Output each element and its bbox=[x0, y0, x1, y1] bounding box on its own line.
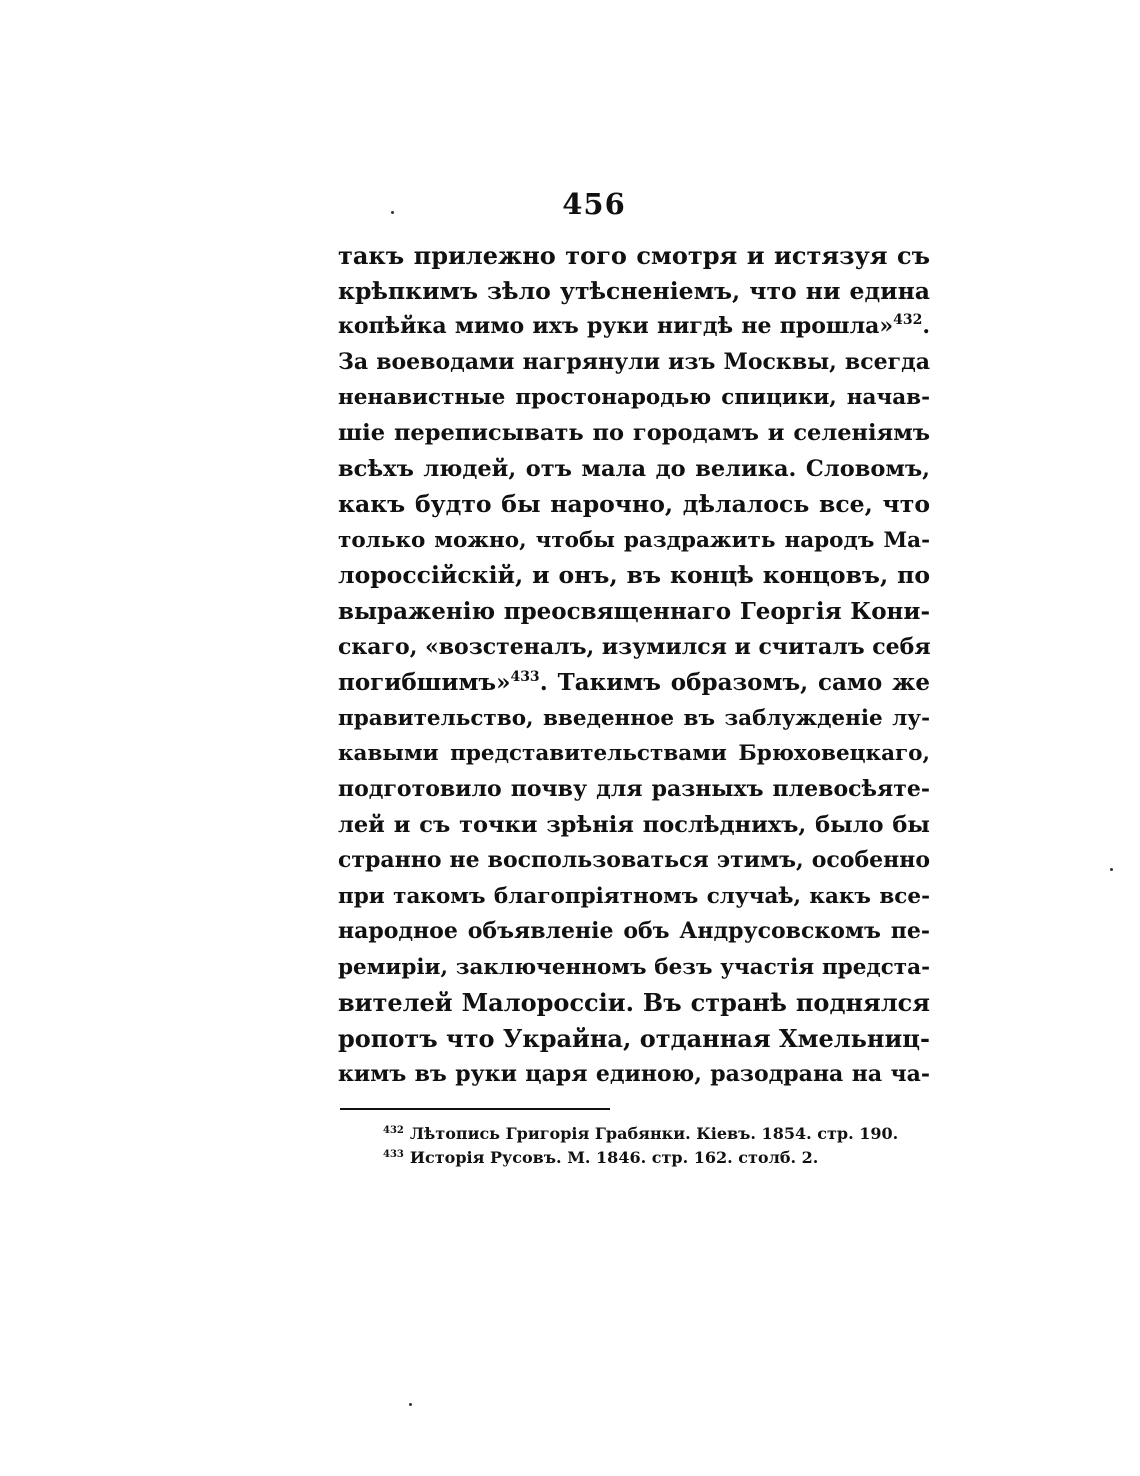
text-line: подготовило почву для разныхъ плевосѣяте- bbox=[338, 775, 930, 802]
text-line: лороссійскій, и онъ, въ концѣ концовъ, по bbox=[338, 561, 930, 590]
body-text bbox=[338, 238, 930, 1092]
footnote-reference: 433 bbox=[510, 669, 540, 686]
text-line: народное объявленіе объ Андрусовскомъ пе- bbox=[338, 918, 930, 945]
footnotes bbox=[383, 1122, 943, 1170]
text-line: правительство, введенное въ заблужденіе лу- bbox=[338, 705, 930, 731]
text-line: такъ прилежно того смотря и истязуя съ bbox=[338, 241, 930, 270]
footnote-reference: 432 bbox=[893, 312, 923, 329]
text-line: скаго, «возстеналъ, изумился и считалъ себя bbox=[338, 633, 931, 660]
text-line: ремиріи, заключенномъ безъ участія предста- bbox=[338, 954, 930, 980]
scan-speck bbox=[391, 211, 394, 214]
footnote-divider bbox=[340, 1108, 610, 1110]
footnote-mark: 433 bbox=[383, 1149, 404, 1160]
page-number: 456 bbox=[562, 187, 626, 221]
text-line: какъ будто бы нарочно, дѣлалось все, что bbox=[338, 490, 930, 519]
footnote bbox=[383, 1146, 943, 1170]
footnote bbox=[383, 1122, 943, 1146]
text-line: странно не воспользоваться этимъ, особенно bbox=[338, 847, 930, 874]
text-line: выраженію преосвященнаго Георгія Кони- bbox=[338, 597, 930, 625]
text-line: шіе переписывать по городамъ и селеніямъ bbox=[338, 419, 930, 446]
text-line: только можно, чтобы раздражить народъ Ма- bbox=[338, 527, 930, 553]
text-line: при такомъ благопріятномъ случаѣ, какъ все- bbox=[338, 883, 930, 909]
text-line: лей и съ точки зрѣнія послѣднихъ, было бы bbox=[338, 811, 930, 838]
scan-speck bbox=[409, 1403, 412, 1406]
text-line: погибшимъ»$^{433}$. Такимъ образомъ, само же bbox=[338, 669, 930, 697]
scan-speck bbox=[1110, 868, 1113, 871]
text-line: копѣйка мимо ихъ руки нигдѣ не прошла»$^{432}$. bbox=[338, 312, 930, 340]
text-line: кавыми представительствами Брюховецкаго, bbox=[338, 741, 930, 767]
footnote-mark: 432 bbox=[383, 1125, 404, 1136]
text-line: кимъ въ руки царя единою, разодрана на ча- bbox=[338, 1060, 930, 1087]
text-line: ропотъ что Украйна, отданная Хмельниц- bbox=[338, 1024, 930, 1054]
text-line: вителей Малороссіи. Въ странѣ поднялся bbox=[338, 988, 930, 1018]
text-line: За воеводами нагрянули изъ Москвы, всегда bbox=[338, 348, 930, 375]
text-line: ненавистные простонародью спицики, начав- bbox=[338, 385, 930, 411]
text-line: всѣхъ людей, отъ мала до велика. Словомъ, bbox=[338, 455, 930, 482]
text-line: крѣпкимъ зѣло утѣсненіемъ, что ни едина bbox=[338, 276, 930, 305]
footnote-text: Исторія Русовъ. М. 1846. стр. 162. столб. 2. bbox=[409, 1148, 819, 1167]
footnote-text: Лѣтопись Григорія Грабянки. Кіевъ. 1854. стр. 190. bbox=[409, 1124, 899, 1143]
